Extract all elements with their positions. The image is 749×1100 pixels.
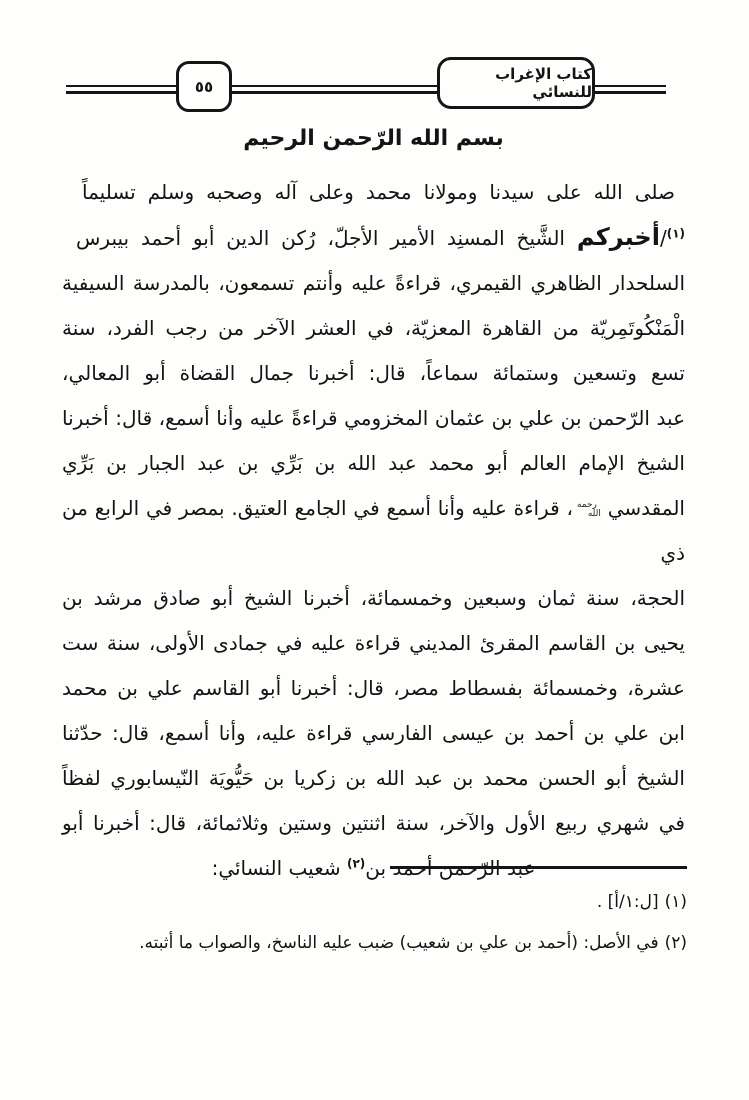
body-line: تسع وتسعين وستمائة سماعاً، قال: أخبرنا جمال القضاة أبو المعالي، [62,361,685,385]
honorific-line [62,486,685,576]
folio-slash: / [659,226,667,250]
body-line: في شهري ربيع الأول والآخر، سنة اثنتين وستين وثلاثمائة، قال: أخبرنا أبو [62,811,685,835]
body-line: الْمَنْكُوتَمِريّة من القاهرة المعزيّة، في العشر الآخر من رجب الفرد، سنة [62,316,685,340]
footnote-1-marker: (١) [664,892,687,912]
body-line: الشيخ أبو الحسن محمد بن عبد الله بن زكريا بن حَيُّويَة النّيسابوري لفظاً [62,766,685,790]
footnote-2-text: في الأصل: (أحمد بن علي بن شعيب) ضبب عليه الناسخ، والصواب ما أثبته. [139,933,659,953]
body-line: السلحدار الظاهري القيمري، قراءةً عليه وأنتم تسمعون، بالمدرسة السيفية [62,271,685,295]
footnote-1-text: [ل:١/أ] . [596,892,659,912]
page-number: ٥٥ [194,77,214,96]
page-header [0,0,749,120]
body-line: يحيى بن القاسم المقرئ المديني قراءة عليه في جمادى الأولى، سنة ست [62,631,685,655]
honorific-after: ، قراءة عليه وأنا أسمع في الجامع العتيق. بمصر في الرابع من ذي [62,496,685,565]
footnote-1 [62,882,687,923]
footnote-ref-1: (١) [666,226,685,241]
basmala-heading: بسم الله الرّحمن الرحيم [243,126,504,151]
closing-before: عبد الرّحمن أحمد بن [365,856,536,880]
book-title: كتاب الإغراب للنسائي [495,65,592,101]
page-number-badge [176,61,232,112]
honorific-seal: رحمه الله [576,499,601,519]
salutation-line: صلى الله على سيدنا ومولانا محمد وعلى آله وصحبه وسلم تسليماً [82,180,675,204]
opening-rest: الشَّيخ المسنِد الأمير الأجلّ، رُكن الدين أبو أحمد بيبرس [76,226,577,250]
opening-bold-word: أخبركم [576,223,660,251]
footnotes-block [62,882,687,964]
body-line: عشرة، وخمسمائة بفسطاط مصر، قال: أخبرنا أبو القاسم علي بن محمد [62,676,685,700]
footnote-ref-2: (٢) [346,856,366,871]
closing-after: شعيب النسائي: [211,856,347,880]
body-line: عبد الرّحمن بن علي بن عثمان المخزومي قراءةً عليه وأنا أسمع، قال: أخبرنا [62,406,685,430]
opening-line [62,215,685,261]
footnote-2-marker: (٢) [664,933,687,953]
honorific-before: المقدسي [600,496,685,520]
book-title-badge [437,57,595,109]
main-text [62,118,685,891]
body-line: ابن علي بن أحمد بن عيسى الفارسي قراءة عليه، وأنا أسمع، قال: حدّثنا [62,721,685,745]
footnote-separator [390,866,687,869]
body-line: الحجة، سنة ثمان وسبعين وخمسمائة، أخبرنا الشيخ أبو صادق مرشد بن [62,586,685,610]
body-line: الشيخ الإمام العالم أبو محمد عبد الله بن بَرِّي بن عبد الجبار بن بَرِّي [62,451,685,475]
footnote-2 [62,923,687,964]
